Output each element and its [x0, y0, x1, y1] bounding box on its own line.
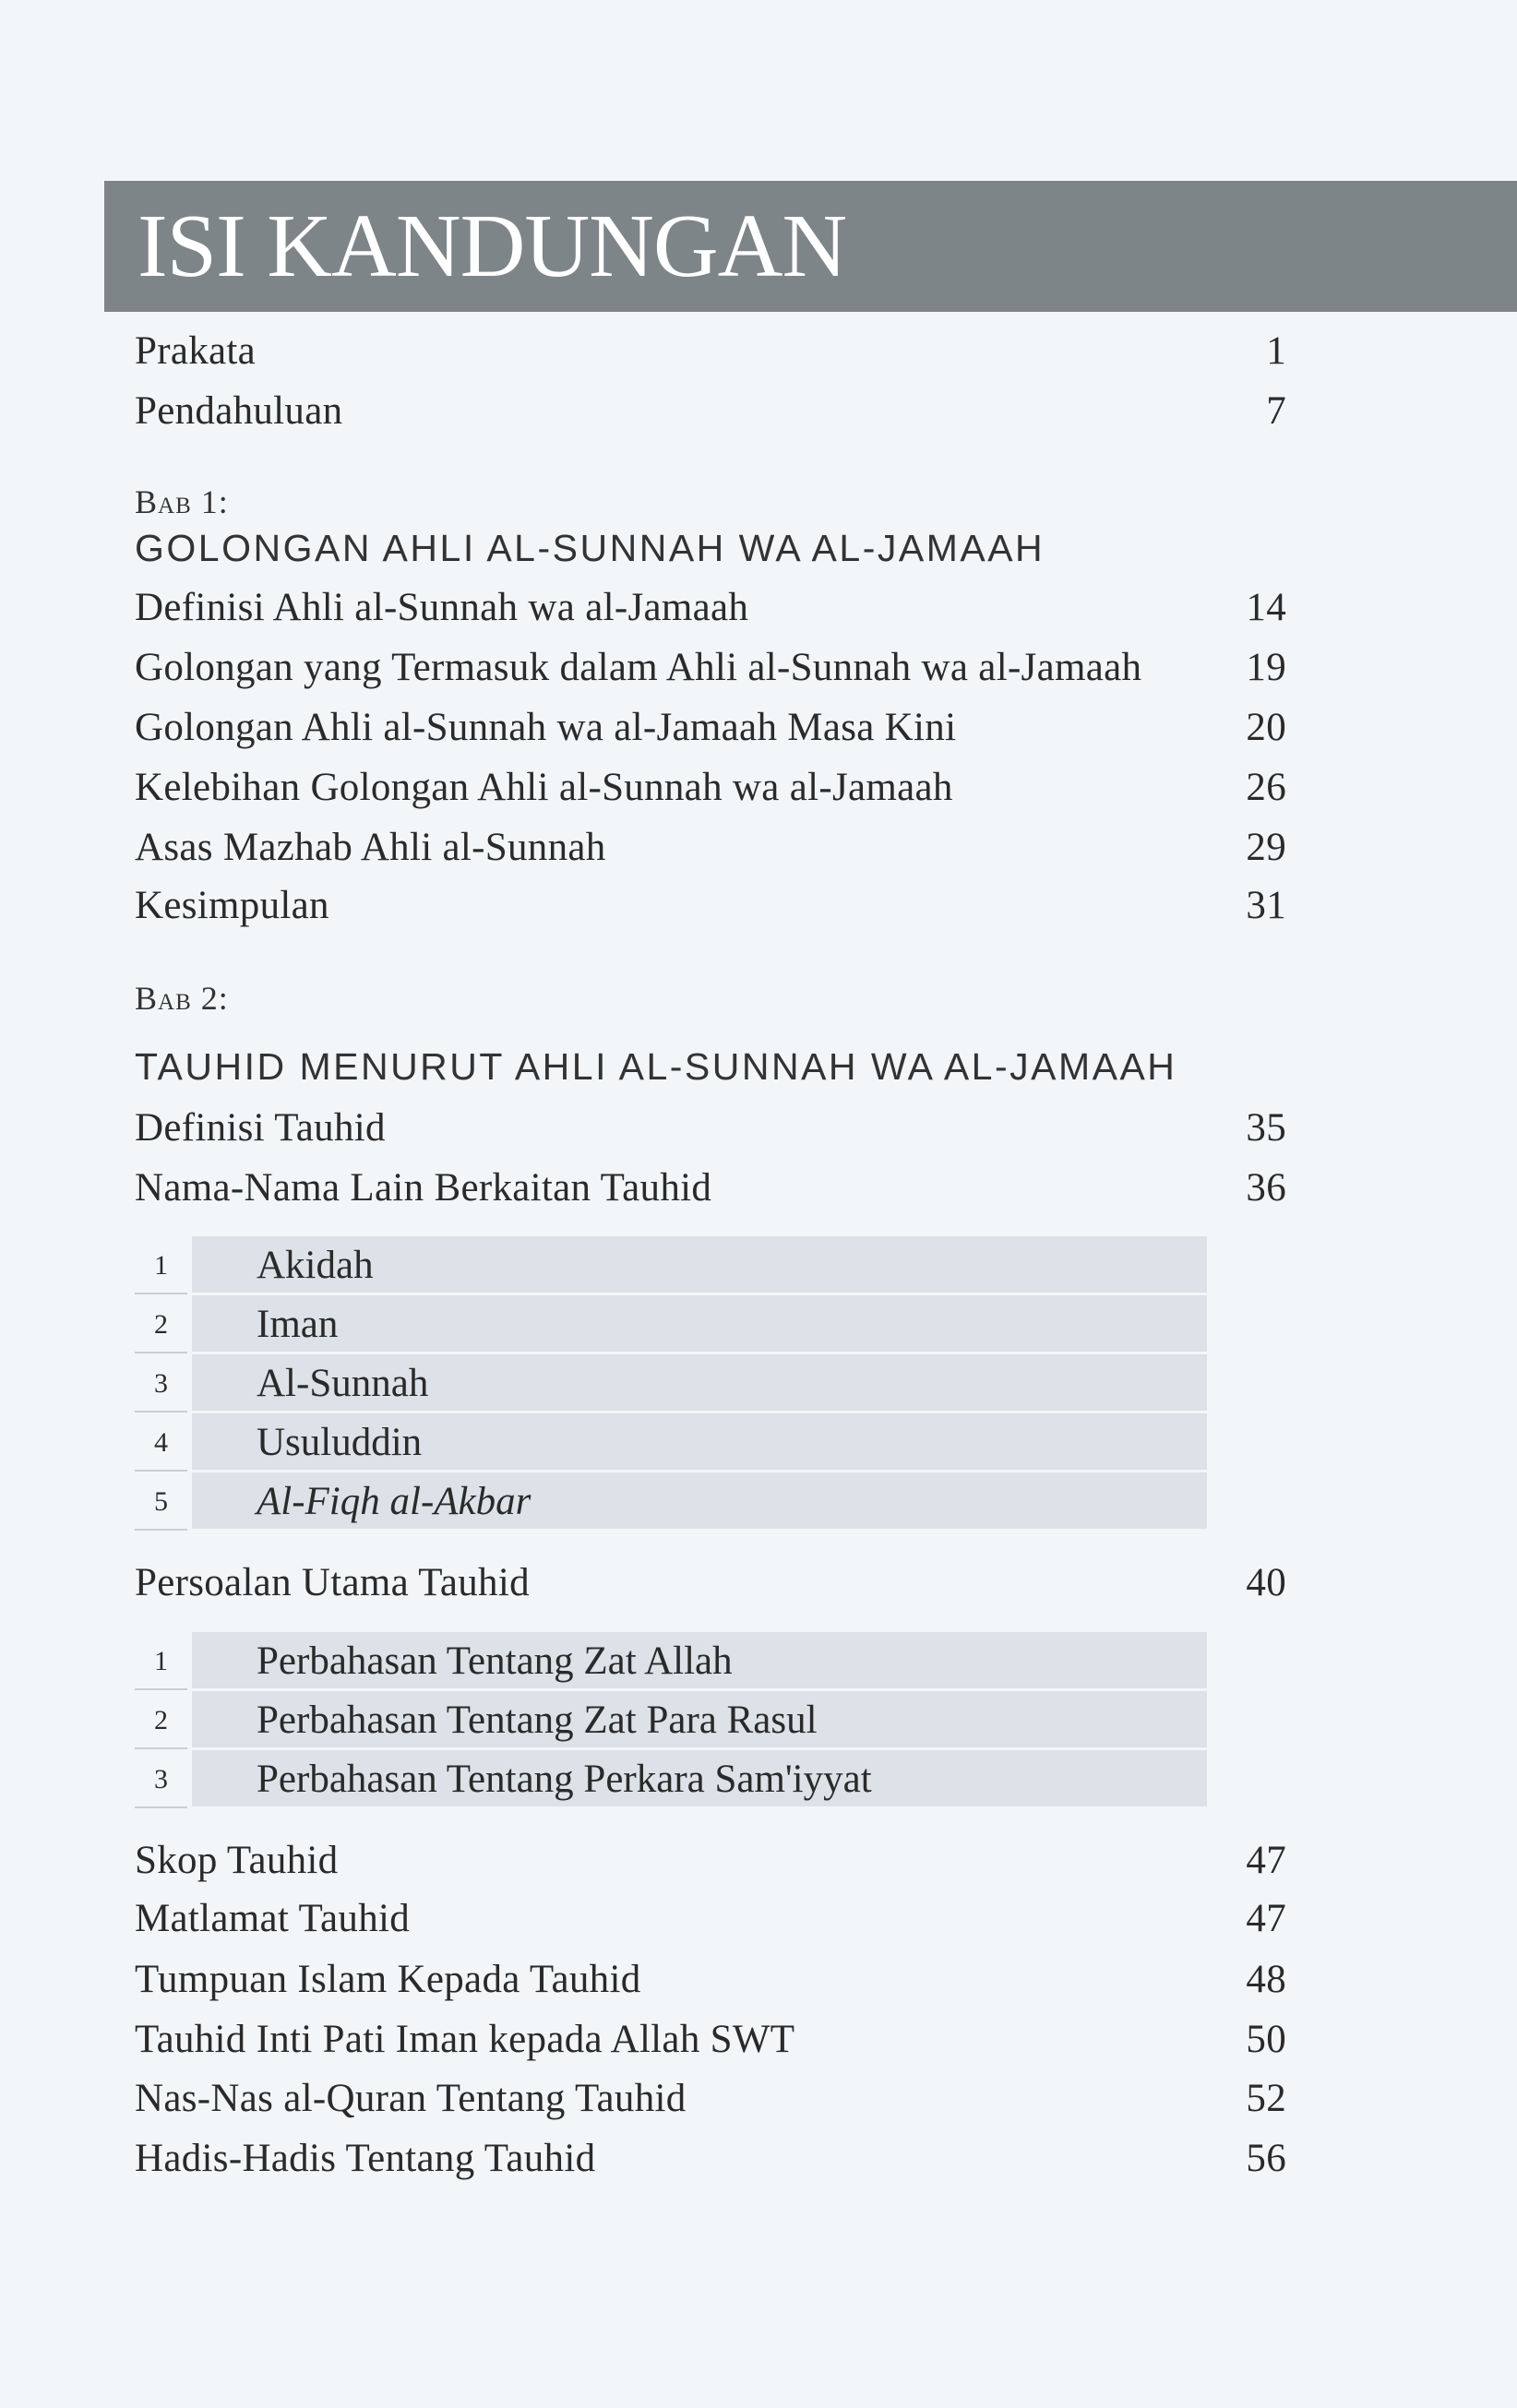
page-number: 26 — [1246, 766, 1286, 809]
table-row — [135, 1295, 1207, 1354]
toc-entry[interactable] — [135, 698, 1286, 757]
page-number: 47 — [1246, 1839, 1286, 1882]
toc-entry[interactable] — [135, 2069, 1286, 2128]
page-number: 35 — [1246, 1106, 1286, 1150]
page-number: 40 — [1246, 1561, 1286, 1604]
issues-table — [135, 1632, 1207, 1809]
toc-entry[interactable] — [135, 2129, 1286, 2188]
page-number: 48 — [1246, 1958, 1286, 2001]
entry-label: Matlamat Tauhid — [135, 1897, 411, 1940]
entry-label: Definisi Tauhid — [135, 1106, 386, 1150]
page-number: 47 — [1246, 1897, 1286, 1940]
toc-entry[interactable] — [135, 1831, 1286, 1890]
row-label: Perbahasan Tentang Perkara Sam'iyyat — [192, 1750, 1207, 1806]
entry-label: Kelebihan Golongan Ahli al-Sunnah wa al-Jamaah — [135, 766, 953, 809]
toc-entry[interactable] — [135, 322, 1286, 381]
page-number: 50 — [1246, 2018, 1286, 2061]
title-banner — [104, 181, 1517, 312]
page-number: 29 — [1246, 826, 1286, 869]
row-label: Iman — [192, 1295, 1207, 1352]
page-number: 7 — [1266, 389, 1286, 433]
row-label: Perbahasan Tentang Zat Para Rasul — [192, 1691, 1207, 1747]
page-number: 1 — [1266, 329, 1286, 373]
toc-entry[interactable] — [135, 758, 1286, 817]
entry-label: Definisi Ahli al-Sunnah wa al-Jamaah — [135, 586, 749, 629]
row-label: Akidah — [192, 1236, 1207, 1293]
chapter-heading: TAUHID MENURUT AHLI AL-SUNNAH WA AL-JAMAAH — [135, 1045, 1177, 1088]
entry-label: Pendahuluan — [135, 389, 343, 433]
row-number: 4 — [135, 1413, 187, 1472]
page-number: 36 — [1246, 1166, 1286, 1210]
toc-entry[interactable] — [135, 1554, 1286, 1613]
toc-entry[interactable] — [135, 1159, 1286, 1218]
toc-entry[interactable] — [135, 1950, 1286, 2009]
chapter-label: Bab 2: — [135, 980, 229, 1017]
row-number: 1 — [135, 1632, 187, 1690]
row-number: 3 — [135, 1354, 187, 1413]
names-table — [135, 1236, 1207, 1532]
row-label: Usuluddin — [192, 1413, 1207, 1470]
toc-entry[interactable] — [135, 818, 1286, 877]
toc-entry[interactable] — [135, 578, 1286, 638]
table-row — [135, 1750, 1207, 1809]
entry-label: Tumpuan Islam Kepada Tauhid — [135, 1958, 641, 2001]
table-row — [135, 1236, 1207, 1295]
entry-label: Nas-Nas al-Quran Tentang Tauhid — [135, 2077, 687, 2120]
page-number: 14 — [1246, 586, 1286, 629]
page-number: 19 — [1246, 646, 1286, 689]
row-number: 2 — [135, 1691, 187, 1749]
table-row — [135, 1354, 1207, 1413]
toc-entry[interactable] — [135, 382, 1286, 441]
entry-label: Golongan Ahli al-Sunnah wa al-Jamaah Masa Kini — [135, 706, 957, 749]
entry-label: Kesimpulan — [135, 884, 329, 927]
toc-entry[interactable] — [135, 638, 1286, 697]
table-row — [135, 1413, 1207, 1472]
entry-label: Asas Mazhab Ahli al-Sunnah — [135, 826, 606, 869]
chapter-heading: GOLONGAN AHLI AL-SUNNAH WA AL-JAMAAH — [135, 527, 1045, 569]
row-number: 1 — [135, 1236, 187, 1294]
page-number: 20 — [1246, 706, 1286, 749]
toc-entry[interactable] — [135, 876, 1286, 936]
row-label: Al-Sunnah — [192, 1354, 1207, 1411]
page-number: 31 — [1246, 884, 1286, 927]
table-row — [135, 1632, 1207, 1691]
page-title: ISI KANDUNGAN — [137, 197, 847, 296]
entry-label: Prakata — [135, 329, 257, 373]
toc-entry[interactable] — [135, 1099, 1286, 1158]
entry-label: Nama-Nama Lain Berkaitan Tauhid — [135, 1166, 712, 1210]
chapter-label: Bab 1: — [135, 483, 229, 520]
entry-label: Golongan yang Termasuk dalam Ahli al-Sunnah wa al-Jamaah — [135, 646, 1142, 689]
table-row — [135, 1691, 1207, 1750]
entry-label: Persoalan Utama Tauhid — [135, 1561, 530, 1604]
page-number: 52 — [1246, 2077, 1286, 2120]
toc-entry[interactable] — [135, 2010, 1286, 2069]
row-number: 3 — [135, 1750, 187, 1808]
row-number: 5 — [135, 1472, 187, 1531]
row-label: Perbahasan Tentang Zat Allah — [192, 1632, 1207, 1688]
row-number: 2 — [135, 1295, 187, 1353]
entry-label: Hadis-Hadis Tentang Tauhid — [135, 2137, 596, 2180]
entry-label: Tauhid Inti Pati Iman kepada Allah SWT — [135, 2018, 795, 2061]
table-row — [135, 1472, 1207, 1532]
row-label: Al-Fiqh al-Akbar — [192, 1472, 1207, 1529]
toc-entry[interactable] — [135, 1889, 1286, 1949]
entry-label: Skop Tauhid — [135, 1839, 339, 1882]
page-number: 56 — [1246, 2137, 1286, 2180]
